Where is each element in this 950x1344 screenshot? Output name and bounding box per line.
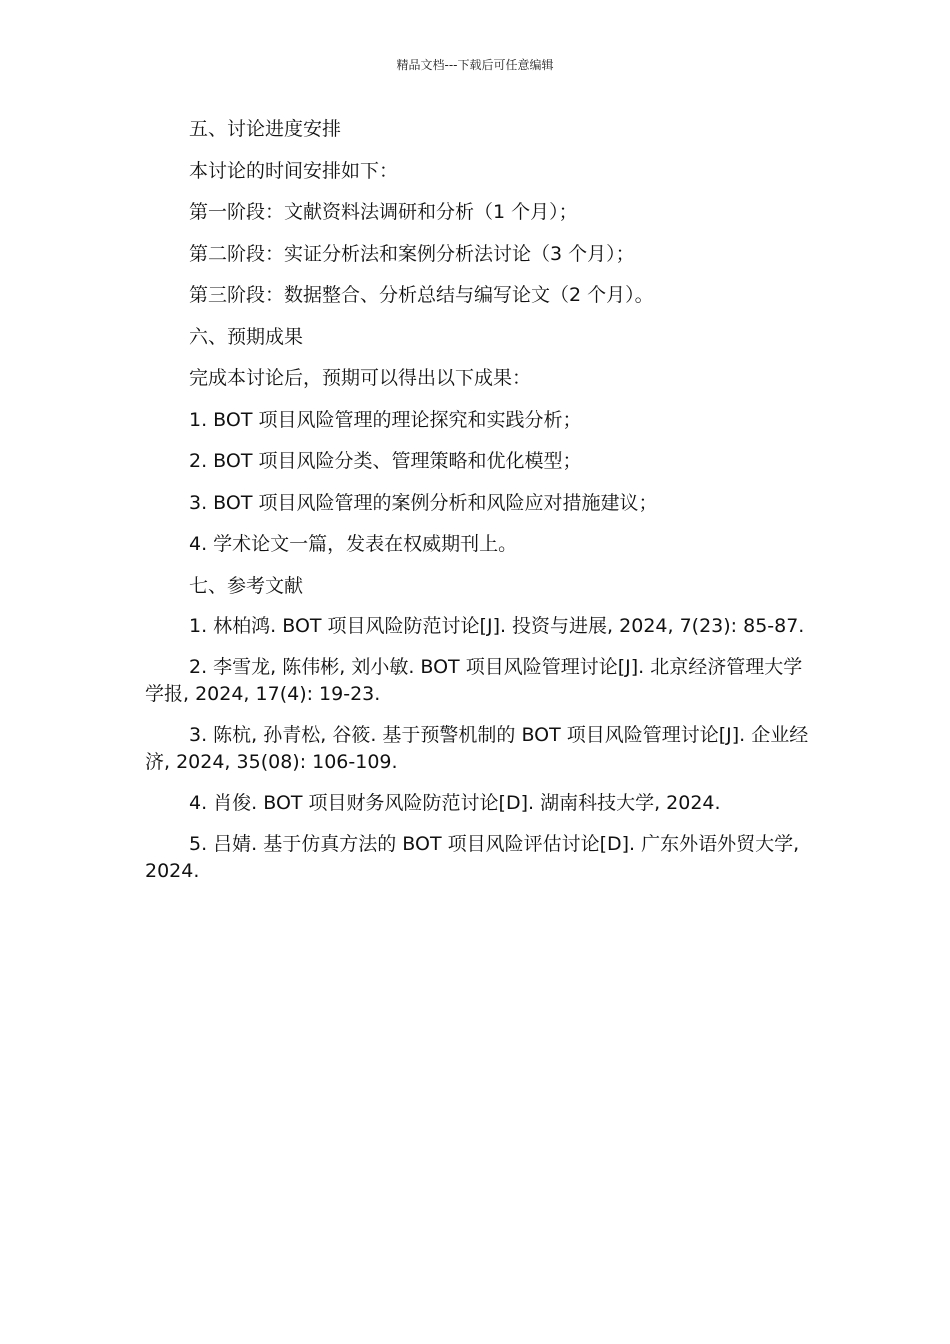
page-header: 精品文档---下载后可任意编辑 [396,58,554,72]
schedule-intro: 本讨论的时间安排如下： [189,159,399,182]
result-item: 2. BOT 项目风险分类、管理策略和优化模型； [189,450,582,472]
reference-item: 4. 肖俊. BOT 项目财务风险防范讨论[D]. 湖南科技大学, 2024. [189,792,721,814]
results-intro: 完成本讨论后，预期可以得出以下成果： [189,367,532,389]
result-item: 1. BOT 项目风险管理的理论探究和实践分析； [189,408,582,431]
section-heading-schedule: 五、讨论进度安排 [189,118,342,140]
result-item: 3. BOT 项目风险管理的案例分析和风险应对措施建议； [189,491,658,514]
reference-item: 5. 吕婧. 基于仿真方法的 BOT 项目风险评估讨论[D]. 广东外语外贸大学, 2024. [145,833,800,882]
reference-item: 3. 陈杭, 孙青松, 谷筱. 基于预警机制的 BOT 项目风险管理讨论[J]. 企业经济, 2024, 35(08): 106-109. [145,724,809,773]
reference-item: 1. 林柏鸿. BOT 项目风险防范讨论[J]. 投资与进展, 2024, 7(23): 85-87. [189,615,805,637]
reference-item: 2. 李雪龙, 陈伟彬, 刘小敏. BOT 项目风险管理讨论[J]. 北京经济管理大学学报, 2024, 17(4): 19-23. [145,656,803,705]
schedule-stage: 第三阶段：数据整合、分析总结与编写论文（2 个月）。 [189,284,654,306]
document-body [145,115,810,899]
result-item: 4. 学术论文一篇，发表在权威期刊上。 [189,533,518,555]
section-heading-results: 六、预期成果 [189,325,304,348]
section-heading-references: 七、参考文献 [189,574,304,597]
schedule-stage: 第二阶段：实证分析法和案例分析法讨论（3 个月）； [189,242,635,265]
schedule-stage: 第一阶段：文献资料法调研和分析（1 个月）； [189,201,578,223]
